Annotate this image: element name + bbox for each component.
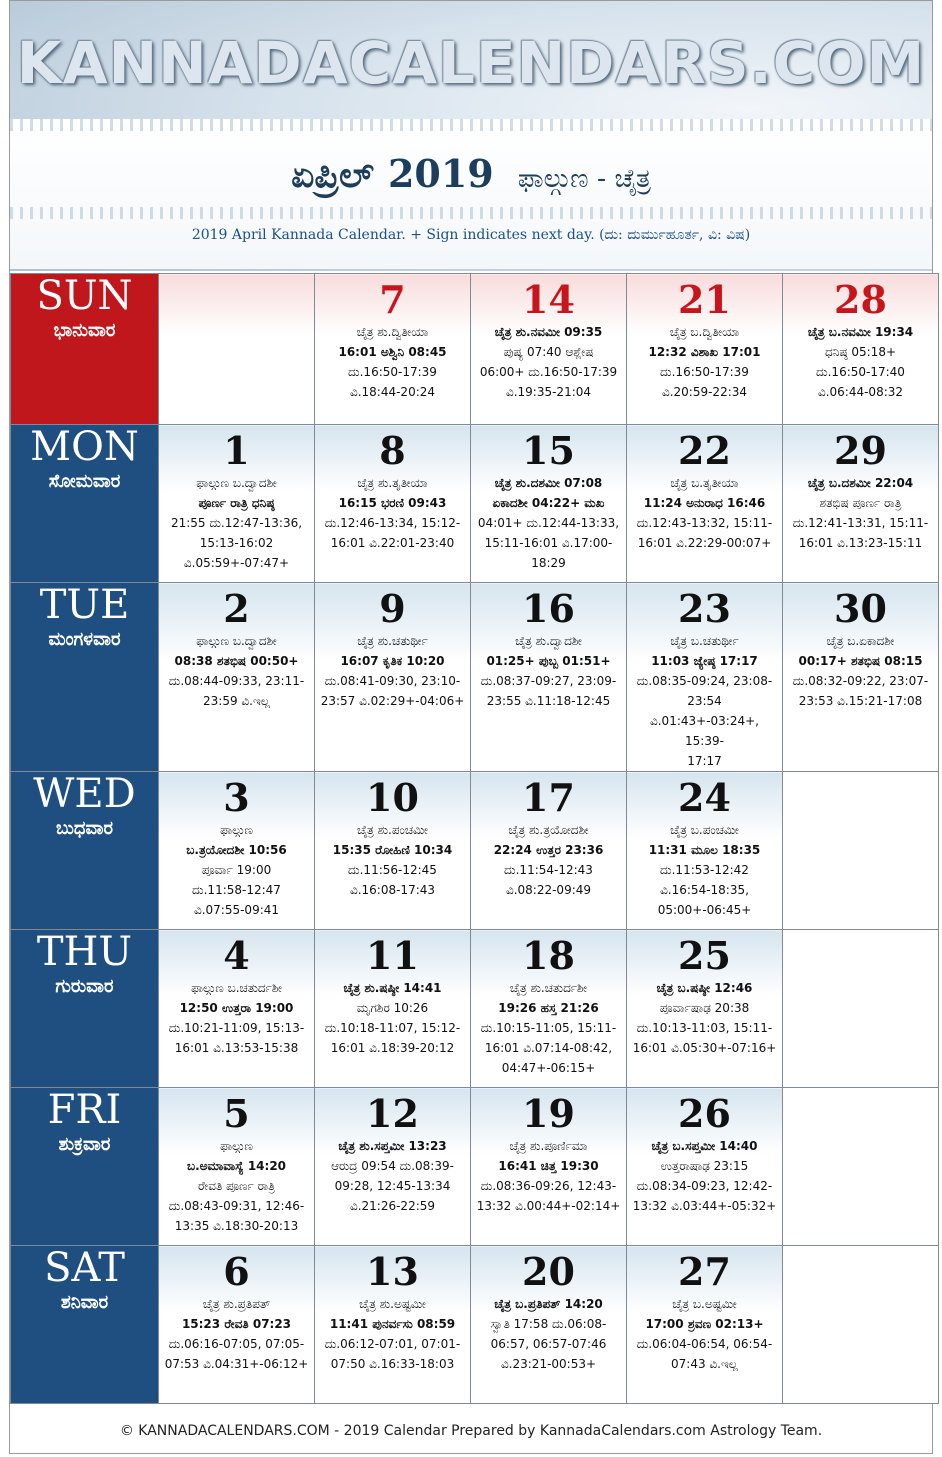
panchanga-info: ಚೈತ್ರ ಶು.ದಶಮೀ 07:08 ಏಕಾದಶೀ 04:22+ ಮಖ 04:01+ ದು.12:44-13:33, 15:11-16:01 ವಿ.17:00- 18:29 <box>477 476 620 570</box>
date-cell[interactable] <box>315 772 471 930</box>
week-row-fri <box>11 1088 939 1246</box>
week-row-mon <box>11 425 939 583</box>
date-cell[interactable] <box>627 1088 783 1246</box>
dayname-fri <box>11 1088 159 1246</box>
empty-cell <box>783 772 939 930</box>
date-number: 12 <box>366 1091 419 1136</box>
dayname-en: FRI <box>47 1087 122 1133</box>
panchanga-info: ಚೈತ್ರ ಶು.ದ್ವಾದಶೀ 01:25+ ಪುಬ್ಬ 01:51+ ದು.08:37-09:27, 23:09- 23:55 ವಿ.11:18-12:45 <box>480 634 617 708</box>
footer-copyright: © KANNADACALENDARS.COM - 2019 Calendar Prepared by KannadaCalendars.com Astrology Team. <box>119 1423 823 1439</box>
date-number: 28 <box>834 277 887 322</box>
date-cell[interactable] <box>315 583 471 772</box>
date-cell[interactable] <box>315 930 471 1088</box>
week-row-sat <box>11 1246 939 1404</box>
calendar-frame <box>9 0 933 1454</box>
date-number: 24 <box>678 775 731 820</box>
date-number: 27 <box>678 1249 731 1294</box>
panchanga-info: ಫಾಲ್ಗುಣ ಬ.ದ್ವಾದಶೀ ಪೂರ್ಣ ರಾತ್ರಿ ಧನಿಷ್ಠ 21:55 ದು.12:47-13:36, 15:13-16:02 ವಿ.05:59+-07:47+ <box>170 476 303 570</box>
dayname-en: TUE <box>39 582 130 628</box>
date-cell[interactable] <box>159 1246 315 1404</box>
dayname-tue <box>11 583 159 772</box>
empty-cell <box>783 930 939 1088</box>
date-cell[interactable] <box>315 425 471 583</box>
lunar-months: ಫಾಲ್ಗುಣ - ಚೈತ್ರ <box>517 164 651 194</box>
date-number: 29 <box>834 428 887 473</box>
date-number: 17 <box>522 775 575 820</box>
month-name: ಏಪ್ರಿಲ್ <box>291 155 374 196</box>
dayname-mon <box>11 425 159 583</box>
date-number: 30 <box>834 586 887 631</box>
dayname-sat <box>11 1246 159 1404</box>
panchanga-info: ಚೈತ್ರ ಬ.ಸಪ್ತಮೀ 14:40 ಉತ್ತರಾಷಾಢ 23:15 ದು.08:34-09:23, 12:42- 13:32 ವಿ.03:44+-05:32+ <box>632 1139 777 1213</box>
panchanga-info: ಚೈತ್ರ ಬ.ದ್ವಿತೀಯಾ 12:32 ವಿಶಾಖ 17:01 ದು.16:50-17:39 ವಿ.20:59-22:34 <box>648 325 761 399</box>
date-cell[interactable] <box>627 274 783 425</box>
ornament-border-bottom <box>10 207 932 219</box>
panchanga-info: ಚೈತ್ರ ಬ.ಅಷ್ಟಮೀ 17:00 ಶ್ರವಣ 02:13+ ದು.06:04-06:54, 06:54- 07:43 ವಿ.ಇಲ್ಲ <box>636 1297 773 1371</box>
date-number: 22 <box>678 428 731 473</box>
dayname-en: WED <box>33 771 136 817</box>
date-number: 25 <box>678 933 731 978</box>
dayname-sun <box>11 274 159 425</box>
date-cell[interactable] <box>783 425 939 583</box>
panchanga-info: ಚೈತ್ರ ಬ.ಪ್ರತಿಪತ್ 14:20 ಸ್ವಾತಿ 17:58 ದು.06:08- 06:57, 06:57-07:46 ವಿ.23:21-00:53+ <box>490 1297 607 1371</box>
date-number: 18 <box>522 933 575 978</box>
panchanga-info: ಚೈತ್ರ ಶು.ಪಂಚಮೀ 15:35 ರೋಹಿಣಿ 10:34 ದು.11:56-12:45 ವಿ.16:08-17:43 <box>332 823 453 897</box>
date-number: 20 <box>522 1249 575 1294</box>
dayname-kn: ಬುಧವಾರ <box>56 818 113 839</box>
date-number: 15 <box>522 428 575 473</box>
dayname-kn: ಗುರುವಾರ <box>55 976 114 997</box>
date-number: 23 <box>678 586 731 631</box>
date-number: 13 <box>366 1249 419 1294</box>
date-number: 7 <box>379 277 406 322</box>
site-title[interactable]: KANNADACALENDARS.COM <box>16 29 926 97</box>
dayname-kn: ಶನಿವಾರ <box>60 1292 109 1313</box>
panchanga-info: ಚೈತ್ರ ಶು.ಚತುರ್ದಶೀ 19:26 ಹಸ್ತ 21:26 ದು.10:15-11:05, 15:11- 16:01 ವಿ.07:14-08:42, 04:47+-06:15+ <box>480 981 617 1075</box>
panchanga-info: ಚೈತ್ರ ಶು.ತ್ರಯೋದಶೀ 22:24 ಉತ್ತರ 23:36 ದು.11:54-12:43 ವಿ.08:22-09:49 <box>493 823 604 897</box>
date-cell[interactable] <box>315 1246 471 1404</box>
date-number: 5 <box>223 1091 250 1136</box>
week-row-sun <box>11 274 939 425</box>
date-cell[interactable] <box>471 425 627 583</box>
date-cell[interactable] <box>159 425 315 583</box>
dayname-en: SUN <box>36 273 133 319</box>
panchanga-info: ಫಾಲ್ಗುಣ ಬ.ಚತುರ್ದಶೀ 12:50 ಉತ್ತರಾ 19:00 ದು.10:21-11:09, 15:13- 16:01 ವಿ.13:53-15:38 <box>168 981 305 1055</box>
panchanga-info: ಚೈತ್ರ ಶು.ದ್ವಿತೀಯಾ 16:01 ಅಶ್ವಿನಿ 08:45 ದು.16:50-17:39 ವಿ.18:44-20:24 <box>338 325 447 399</box>
panchanga-info: ಚೈತ್ರ ಶು.ಚತುರ್ಥೀ 16:07 ಕೃತಿಕ 10:20 ದು.08:41-09:30, 23:10- 23:57 ವಿ.02:29+-04:06+ <box>320 634 465 708</box>
date-number: 26 <box>678 1091 731 1136</box>
panchanga-info: ಚೈತ್ರ ಶು.ತೃತೀಯಾ 16:15 ಭರಣಿ 09:43 ದು.12:46-13:34, 15:12- 16:01 ವಿ.22:01-23:40 <box>324 476 461 550</box>
panchanga-info: ಚೈತ್ರ ಶು.ಪೂರ್ಣಿಮಾ 16:41 ಚಿತ್ತ 19:30 ದು.08:36-09:26, 12:43- 13:32 ವಿ.00:44+-02:14+ <box>476 1139 621 1213</box>
dayname-en: MON <box>30 424 139 470</box>
panchanga-info: ಚೈತ್ರ ಶು.ಪ್ರತಿಪತ್ 15:23 ರೇವತಿ 07:23 ದು.06:16-07:05, 07:05- 07:53 ವಿ.04:31+-06:12+ <box>164 1297 309 1371</box>
date-number: 9 <box>379 586 406 631</box>
date-number: 1 <box>223 428 250 473</box>
date-cell[interactable] <box>471 772 627 930</box>
date-number: 4 <box>223 933 250 978</box>
date-cell[interactable] <box>627 425 783 583</box>
month-year: 2019 <box>387 151 494 196</box>
panchanga-info: ಚೈತ್ರ ಶು.ಅಷ್ಟಮೀ 11:41 ಪುನರ್ವಸು 08:59 ದು.06:12-07:01, 07:01- 07:50 ವಿ.16:33-18:03 <box>324 1297 461 1371</box>
dayname-kn: ಮಂಗಳವಾರ <box>48 629 121 650</box>
date-cell[interactable] <box>471 930 627 1088</box>
date-cell[interactable] <box>159 772 315 930</box>
dayname-kn: ಸೋಮವಾರ <box>48 471 121 492</box>
date-cell[interactable] <box>159 583 315 772</box>
date-number: 14 <box>522 277 575 322</box>
dayname-kn: ಶುಕ್ರವಾರ <box>58 1134 111 1155</box>
dayname-thu <box>11 930 159 1088</box>
date-number: 11 <box>366 933 419 978</box>
panchanga-info: ಚೈತ್ರ ಶು.ಸಪ್ತಮೀ 13:23 ಆರುದ್ರ 09:54 ದು.08:39- 09:28, 12:45-13:34 ವಿ.21:26-22:59 <box>331 1139 454 1213</box>
panchanga-info: ಫಾಲ್ಗುಣ ಬ.ದ್ವಾದಶೀ 08:38 ಶತಭಿಷ 00:50+ ದು.08:44-09:33, 23:11- 23:59 ವಿ.ಇಲ್ಲ <box>168 634 305 708</box>
date-cell[interactable] <box>471 1246 627 1404</box>
date-number: 8 <box>379 428 406 473</box>
empty-cell <box>159 274 315 425</box>
panchanga-info: ಫಾಲ್ಗುಣ ಬ.ಅಮಾವಾಸ್ಯೆ 14:20 ರೇವತಿ ಪೂರ್ಣ ರಾತ್ರಿ ದು.08:43-09:31, 12:46- 13:35 ವಿ.18:30-20:13 <box>168 1139 305 1233</box>
week-row-tue <box>11 583 939 772</box>
date-cell[interactable] <box>783 274 939 425</box>
date-cell[interactable] <box>783 583 939 772</box>
date-cell[interactable] <box>471 274 627 425</box>
dayname-en: SAT <box>44 1245 125 1291</box>
dayname-wed <box>11 772 159 930</box>
date-cell[interactable] <box>471 583 627 772</box>
date-cell[interactable] <box>159 930 315 1088</box>
month-heading <box>10 151 932 197</box>
date-cell[interactable] <box>627 930 783 1088</box>
date-cell[interactable] <box>315 1088 471 1246</box>
date-cell[interactable] <box>315 274 471 425</box>
panchanga-info: ಚೈತ್ರ ಬ.ನವಮೀ 19:34 ಧನಿಷ್ಠ 05:18+ ದು.16:50-17:40 ವಿ.06:44-08:32 <box>807 325 914 399</box>
panchanga-info: ಚೈತ್ರ ಬ.ಷಷ್ಠೀ 12:46 ಪೂರ್ವಾಷಾಢ 20:38 ದು.10:13-11:03, 15:11- 16:01 ವಿ.05:30+-07:16+ <box>632 981 777 1055</box>
date-number: 16 <box>522 586 575 631</box>
ornament-border-top <box>10 119 932 131</box>
date-number: 2 <box>223 586 250 631</box>
date-number: 10 <box>366 775 419 820</box>
date-number: 19 <box>522 1091 575 1136</box>
week-row-thu <box>11 930 939 1088</box>
calendar-header <box>10 1 932 271</box>
panchanga-info: ಚೈತ್ರ ಶು.ನವಮೀ 09:35 ಪುಷ್ಯ 07:40 ಆಶ್ಲೇಷ 06:00+ ದು.16:50-17:39 ವಿ.19:35-21:04 <box>479 325 618 399</box>
date-cell[interactable] <box>159 1088 315 1246</box>
panchanga-info: ಚೈತ್ರ ಬ.ಚತುರ್ಥೀ 11:03 ಜ್ಯೇಷ್ಠ 17:17 ದು.08:35-09:24, 23:08- 23:54 ವಿ.01:43+-03:24+, 15:39- 17:17 <box>636 634 773 768</box>
panchanga-info: ಚೈತ್ರ ಬ.ಪಂಚಮೀ 11:31 ಮೂಲ 18:35 ದು.11:53-12:42 ವಿ.16:54-18:35, 05:00+-06:45+ <box>648 823 761 917</box>
dayname-kn: ಭಾನುವಾರ <box>53 320 116 341</box>
panchanga-info: ಚೈತ್ರ ಬ.ತೃತೀಯಾ 11:24 ಅನುರಾಧ 16:46 ದು.12:43-13:32, 15:11- 16:01 ವಿ.22:29-00:07+ <box>636 476 773 550</box>
panchanga-info: ಚೈತ್ರ ಬ.ಏಕಾದಶೀ 00:17+ ಶತಭಿಷ 08:15 ದು.08:32-09:22, 23:07- 23:53 ವಿ.15:21-17:08 <box>792 634 929 708</box>
empty-cell <box>783 1088 939 1246</box>
empty-cell <box>783 1246 939 1404</box>
date-cell[interactable] <box>627 1246 783 1404</box>
panchanga-info: ಫಾಲ್ಗುಣ ಬ.ತ್ರಯೋದಶೀ 10:56 ಪೂರ್ವಾ 19:00 ದು.11:58-12:47 ವಿ.07:55-09:41 <box>186 823 287 917</box>
date-cell[interactable] <box>471 1088 627 1246</box>
panchanga-info: ಚೈತ್ರ ಬ.ದಶಮೀ 22:04 ಶತಭಿಷ ಪೂರ್ಣ ರಾತ್ರಿ ದು.12:41-13:31, 15:11- 16:01 ವಿ.13:23-15:11 <box>792 476 929 550</box>
date-cell[interactable] <box>627 583 783 772</box>
date-cell[interactable] <box>627 772 783 930</box>
calendar-grid <box>10 273 939 1404</box>
date-number: 3 <box>223 775 250 820</box>
week-row-wed <box>11 772 939 930</box>
date-number: 21 <box>678 277 731 322</box>
date-number: 6 <box>223 1249 250 1294</box>
dayname-en: THU <box>36 929 133 975</box>
calendar-subtitle: 2019 April Kannada Calendar. + Sign indicates next day. (ದು: ದುರ್ಮುಹೂರ್ತ, ವಿ: ವಿಷ) <box>191 227 751 243</box>
panchanga-info: ಚೈತ್ರ ಶು.ಷಷ್ಠೀ 14:41 ಮೃಗಶಿರ 10:26 ದು.10:18-11:07, 15:12- 16:01 ವಿ.18:39-20:12 <box>324 981 461 1055</box>
